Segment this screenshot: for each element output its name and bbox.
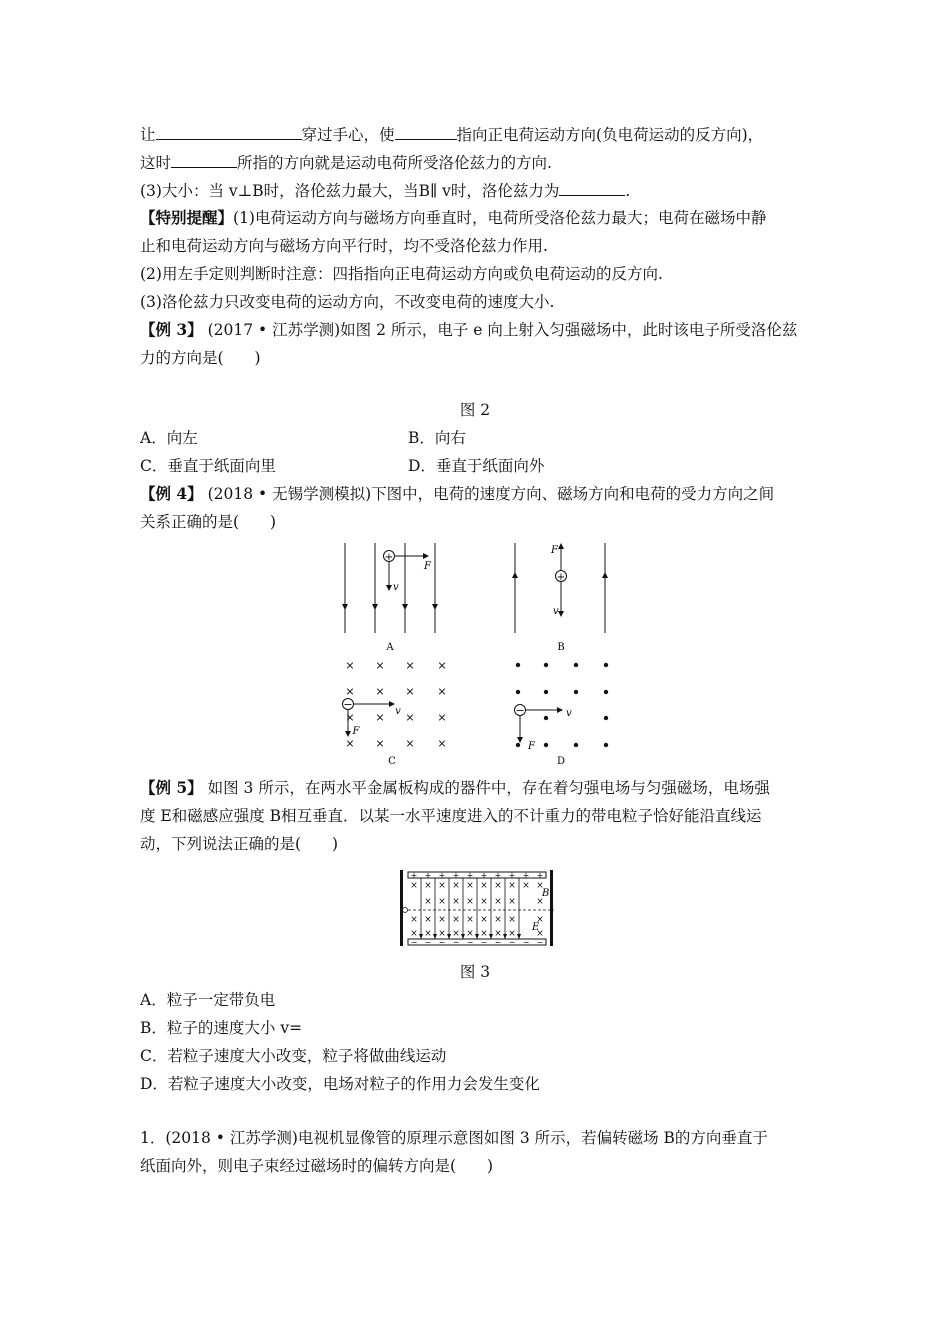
svg-text:−: − xyxy=(410,938,418,947)
text: . xyxy=(625,182,631,200)
option-a[interactable]: A．粒子一定带负电 xyxy=(140,991,276,1009)
svg-text:+: + xyxy=(410,871,418,880)
svg-text:×: × xyxy=(452,929,460,939)
example-5-line-1 xyxy=(140,778,770,798)
cross: × xyxy=(437,659,447,672)
text: (3)大小：当 v⊥B时，洛伦兹力最大，当B∥ v时，洛伦兹力为 xyxy=(140,182,560,200)
svg-text:×: × xyxy=(424,881,432,891)
text: (1)电荷运动方向与磁场方向垂直时，电荷所受洛伦兹力最大；电荷在磁场中静 xyxy=(233,209,767,227)
plus-sign: + xyxy=(556,572,566,583)
svg-text:×: × xyxy=(424,915,432,925)
option-a[interactable]: A．向左 xyxy=(140,429,198,447)
svg-text:×: × xyxy=(508,915,516,925)
velocity-label: v xyxy=(393,582,399,593)
example-4-line-2: 关系正确的是( ) xyxy=(140,513,277,531)
svg-text:+: + xyxy=(508,871,516,880)
svg-text:×: × xyxy=(480,929,488,939)
svg-text:×: × xyxy=(536,897,544,907)
example-4-figure xyxy=(320,538,640,768)
text: 如图 3 所示，在两水平金属板构成的器件中，存在着匀强电场与匀强磁场，电场强 xyxy=(202,779,770,797)
example-label: 【例 4】 xyxy=(140,484,203,503)
example-5-line-3: 动，下列说法正确的是( ) xyxy=(140,835,339,853)
example-label: 【例 3】 xyxy=(140,320,203,339)
panel-b xyxy=(512,543,608,653)
svg-text:−: − xyxy=(466,938,474,947)
svg-text:+: + xyxy=(536,871,544,880)
svg-text:×: × xyxy=(508,897,516,907)
b-label: B xyxy=(542,888,550,899)
svg-text:−: − xyxy=(536,938,544,947)
svg-text:−: − xyxy=(424,938,432,947)
text: 指向正电荷运动方向(负电荷运动的反方向)， xyxy=(456,126,764,144)
text: 让 xyxy=(140,126,156,144)
velocity-label: v xyxy=(553,606,559,617)
minus-sign: − xyxy=(343,698,353,711)
option-d[interactable]: D．垂直于纸面向外 xyxy=(408,457,545,475)
right-bracket xyxy=(550,870,553,946)
svg-text:−: − xyxy=(494,938,502,947)
svg-text:×: × xyxy=(438,897,446,907)
cross: × xyxy=(437,685,447,698)
svg-text:×: × xyxy=(536,915,544,925)
svg-text:×: × xyxy=(466,929,474,939)
velocity-label: v xyxy=(395,706,401,717)
fill-blank[interactable] xyxy=(395,124,457,140)
svg-text:×: × xyxy=(424,929,432,939)
svg-text:×: × xyxy=(410,881,418,891)
text: 这时 xyxy=(140,154,172,172)
svg-text:×: × xyxy=(452,881,460,891)
svg-text:×: × xyxy=(508,881,516,891)
svg-text:+: + xyxy=(466,871,474,880)
example-3-line-2: 力的方向是( ) xyxy=(140,349,261,367)
panel-c xyxy=(343,659,447,767)
tip-line-2: 止和电荷运动方向与磁场方向平行时，均不受洛伦兹力作用. xyxy=(140,237,548,255)
example-3-line-1 xyxy=(140,320,797,340)
svg-text:×: × xyxy=(438,915,446,925)
fill-blank[interactable] xyxy=(171,152,237,168)
rule-line-3 xyxy=(140,180,630,201)
cross: × xyxy=(375,737,385,750)
svg-text:×: × xyxy=(466,881,474,891)
arrowhead xyxy=(372,604,378,610)
cross: × xyxy=(437,737,447,750)
svg-text:×: × xyxy=(494,881,502,891)
cross: × xyxy=(375,659,385,672)
text: 穿过手心，使 xyxy=(301,126,395,144)
cross: × xyxy=(437,711,447,724)
option-d[interactable]: D．若粒子速度大小改变，电场对粒子的作用力会发生变化 xyxy=(140,1075,540,1093)
text: 所指的方向就是运动电荷所受洛伦兹力的方向. xyxy=(237,154,552,172)
svg-text:×: × xyxy=(508,929,516,939)
svg-text:×: × xyxy=(494,915,502,925)
svg-text:−: − xyxy=(452,938,460,947)
force-label: F xyxy=(551,545,558,556)
force-label: F xyxy=(424,561,431,572)
velocity-label: v xyxy=(566,708,572,719)
svg-text:×: × xyxy=(480,915,488,925)
svg-text:−: − xyxy=(508,938,516,947)
force-label: F xyxy=(352,726,360,737)
svg-text:×: × xyxy=(438,929,446,939)
svg-text:×: × xyxy=(424,897,432,907)
svg-text:−: − xyxy=(438,938,446,947)
svg-text:×: × xyxy=(452,897,460,907)
svg-text:×: × xyxy=(494,897,502,907)
svg-text:+: + xyxy=(424,871,432,880)
rule-line-1 xyxy=(140,124,763,145)
svg-text:×: × xyxy=(466,897,474,907)
left-bracket xyxy=(400,870,403,946)
svg-text:×: × xyxy=(466,915,474,925)
svg-text:+: + xyxy=(494,871,502,880)
example-5-figure xyxy=(394,864,564,954)
text: (2017 • 江苏学测)如图 2 所示，电子 e 向上射入匀强磁场中，此时该电子所受洛伦兹 xyxy=(202,321,798,339)
svg-text:×: × xyxy=(410,929,418,939)
cross: × xyxy=(375,685,385,698)
question-1-line-1: 1．(2018 • 江苏学测)电视机显像管的原理示意图如图 3 所示，若偏转磁场 B的方向垂直于 xyxy=(140,1129,768,1147)
example-5-line-2: 度 E和磁感应强度 B相互垂直．以某一水平速度进入的不计重力的带电粒子恰好能沿直线运 xyxy=(140,807,762,825)
panel-label-b: B xyxy=(557,642,565,653)
option-b[interactable]: B．向右 xyxy=(408,429,466,447)
svg-text:×: × xyxy=(522,881,530,891)
arrowhead xyxy=(602,572,608,578)
particle xyxy=(403,908,408,913)
tip-line-1 xyxy=(140,208,766,228)
svg-text:+: + xyxy=(480,871,488,880)
arrowhead xyxy=(432,604,438,610)
cross: × xyxy=(345,737,355,750)
text: (2018 • 无锡学测模拟)下图中，电荷的速度方向、磁场方向和电荷的受力方向之间 xyxy=(202,485,775,503)
svg-text:+: + xyxy=(438,871,446,880)
rule-line-2 xyxy=(140,152,552,173)
cross: × xyxy=(405,737,415,750)
cross: × xyxy=(405,685,415,698)
plus-sign: + xyxy=(384,552,394,563)
cross: × xyxy=(345,685,355,698)
cross: × xyxy=(375,711,385,724)
panel-label-d: D xyxy=(556,756,566,767)
svg-text:×: × xyxy=(438,881,446,891)
svg-text:×: × xyxy=(452,915,460,925)
arrowhead xyxy=(402,604,408,610)
panel-label-a: A xyxy=(386,642,394,653)
svg-text:×: × xyxy=(410,915,418,925)
example-label: 【例 5】 xyxy=(140,778,203,797)
option-c[interactable]: C．垂直于纸面向里 xyxy=(140,457,276,475)
cross: × xyxy=(345,659,355,672)
cross: × xyxy=(405,711,415,724)
option-b[interactable]: B．粒子的速度大小 v= xyxy=(140,1019,303,1037)
svg-text:+: + xyxy=(522,871,530,880)
force-label: F xyxy=(528,741,535,752)
fill-blank[interactable] xyxy=(156,124,302,140)
svg-text:×: × xyxy=(536,929,544,939)
question-1-line-2: 纸面向外，则电子束经过磁场时的偏转方向是( ) xyxy=(140,1157,494,1175)
example-4-line-1 xyxy=(140,484,774,504)
svg-text:×: × xyxy=(494,929,502,939)
arrowhead xyxy=(342,604,348,610)
field-dots xyxy=(516,663,608,747)
svg-text:−: − xyxy=(522,938,530,947)
svg-text:×: × xyxy=(480,881,488,891)
arrowhead xyxy=(512,572,518,578)
tip-line-4: (3)洛伦兹力只改变电荷的运动方向，不改变电荷的速度大小. xyxy=(140,293,555,311)
figure-2-caption: 图 2 xyxy=(459,401,491,419)
panel-label-c: C xyxy=(388,756,396,767)
figure-3-caption: 图 3 xyxy=(459,963,491,981)
svg-text:×: × xyxy=(536,881,544,891)
svg-text:−: − xyxy=(480,938,488,947)
minus-sign: − xyxy=(515,704,525,717)
panel-d xyxy=(515,663,609,767)
cross: × xyxy=(345,711,355,724)
tip-line-3: (2)用左手定则判断时注意：四指指向正电荷运动方向或负电荷运动的反方向. xyxy=(140,265,663,283)
option-c[interactable]: C．若粒子速度大小改变，粒子将做曲线运动 xyxy=(140,1047,447,1065)
fill-blank[interactable] xyxy=(559,180,625,196)
tip-label: 【特别提醒】 xyxy=(140,208,234,227)
cross: × xyxy=(405,659,415,672)
e-label: E xyxy=(532,922,540,933)
panel-a xyxy=(342,543,438,653)
svg-text:×: × xyxy=(480,897,488,907)
svg-text:+: + xyxy=(452,871,460,880)
